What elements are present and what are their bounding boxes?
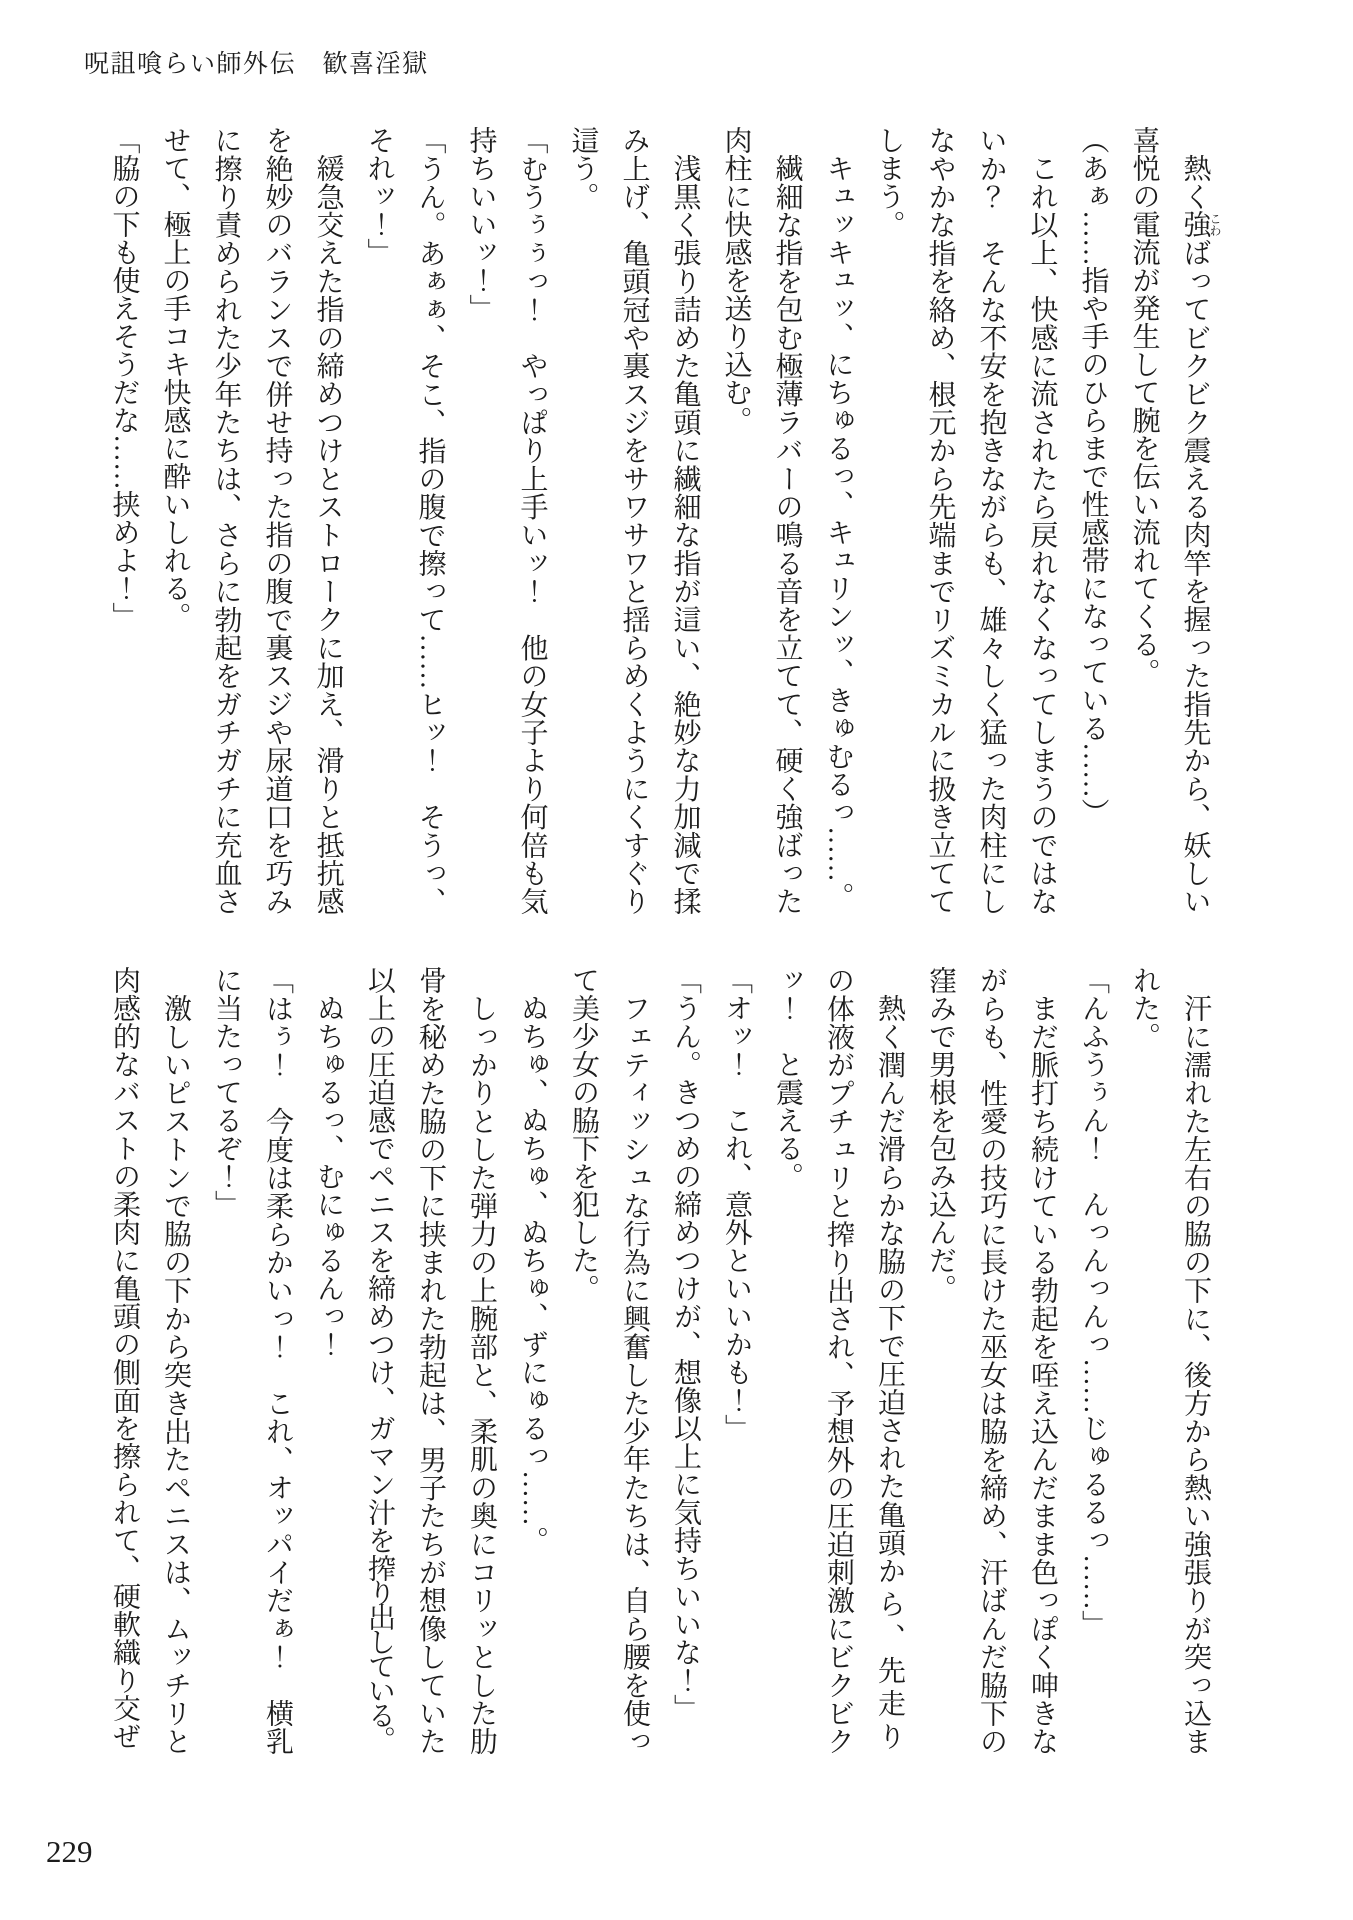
paragraph: 汗に濡れた左右の脇の下に、後方から熱い強張りが突っ込まれた。 (1129, 966, 1211, 1756)
paragraph: まだ脈打ち続けている勃起を咥え込んだまま色っぽく呻きながらも、性愛の技巧に長けた巫女は脇を締め、汗ばんだ脇下の窪みで男根を包み込んだ。 (925, 966, 1058, 1756)
text-run: から、先走り (874, 1556, 905, 1756)
paragraph: 「むうぅぅっ！ やっぱり上手いッ！ 他の女子より何倍も気持ちいいッ！」 (465, 126, 548, 915)
paragraph: 繊細な指を包む極薄ラバーの鳴る音を立てて、硬く強ばった肉柱に快感を送り込む。 (720, 126, 803, 916)
text-block-bottom (99, 966, 1221, 1755)
text-block-top (99, 126, 1222, 915)
paragraph: 「うん。きつめの締めつけが、想像以上に気持ちいいな！」 (670, 966, 701, 1722)
paragraph: 「んふうぅん！ んっんっんっ……じゅるるっ……」 (1078, 966, 1109, 1638)
paragraph: これ以上、快感に流されたら戻れなくなってしまうのではないか？ そんな不安を抱きながらも、雄々しく猛った肉柱にしなやかな指を絡め、根元から先端までリズミカルに扱き立ててしまう。 (873, 126, 1058, 915)
paragraph: 熱く強こわばってビクビク震える肉竿を握った指先から、妖しい喜悦の電流が発生して腕を伝い流れてくる。 (1128, 126, 1222, 916)
paragraph: 「はぅ！ 今度は柔らかいっ！ これ、オッパイだぁ！ 横乳に当たってるぞ！」 (211, 966, 293, 1755)
paragraph: 「うん。あぁぁ、そこ、指の腹で擦って……ヒッ！ そうっ、それッ！」 (363, 126, 446, 915)
paragraph: 熱く潤んだ滑らかな脇の下で圧迫された亀頭から、先走りの体液がプチュリと搾り出され、予想外の圧迫刺激にビクビクッ！ と震える。 (772, 966, 905, 1756)
paragraph: ぬちゅるっ、むにゅるんっ！ (313, 994, 344, 1358)
paragraph: （あぁ……指や手のひらまで性感帯になっている……） (1077, 126, 1109, 826)
paragraph: ぬちゅ、ぬちゅ、ぬちゅ、ずにゅるっ……。 (517, 994, 548, 1554)
paragraph: しっかりとした弾力の上腕部と、柔肌の奥にコリッとした肋骨を秘めた脇の下に挟まれた勃起は、男子たちが想像していた以上の圧迫感でペニスを締めつけ、ガマン汁を搾り出している。 (364, 966, 497, 1756)
ruby-annotation: 強こわ (1179, 210, 1222, 239)
paragraph: 「オッ！ これ、意外といいかも！」 (721, 966, 752, 1442)
paragraph: 激しいピストンで脇の下から突き出たペニスは、ムッチリと肉感的なバストの柔肉に亀頭の側面を擦られて、硬軟織り交ぜ (109, 966, 191, 1755)
paragraph: 緩急交えた指の締めつけとストロークに加え、滑りと抵抗感を絶妙のバランスで併せ持った指の腹で裏スジや尿道口を巧みに擦り責められた少年たちは、さらに勃起をガチガチに充血させて、極上の手コキ快感に酔いしれる。 (159, 126, 344, 915)
paragraph: 「脇の下も使えそうだな……挟めよ！」 (108, 126, 140, 630)
page-number: 229 (46, 1834, 93, 1869)
paragraph: キュッキュッ、にちゅるっ、キュリンッ、きゅむるっ……。 (822, 154, 854, 910)
paragraph: 浅黒く張り詰めた亀頭に繊細な指が這い、絶妙な力加減で揉み上げ、亀頭冠や裏スジをサワサワと揺らめくようにくすぐり這う。 (567, 126, 701, 915)
paragraph: フェティッシュな行為に興奮した少年たちは、自ら腰を使って美少女の脇下を犯した。 (568, 966, 650, 1756)
running-header: 呪詛喰らい師外伝 歓喜淫獄 (84, 51, 429, 78)
text-run: 搾り出している。 (364, 1554, 395, 1750)
